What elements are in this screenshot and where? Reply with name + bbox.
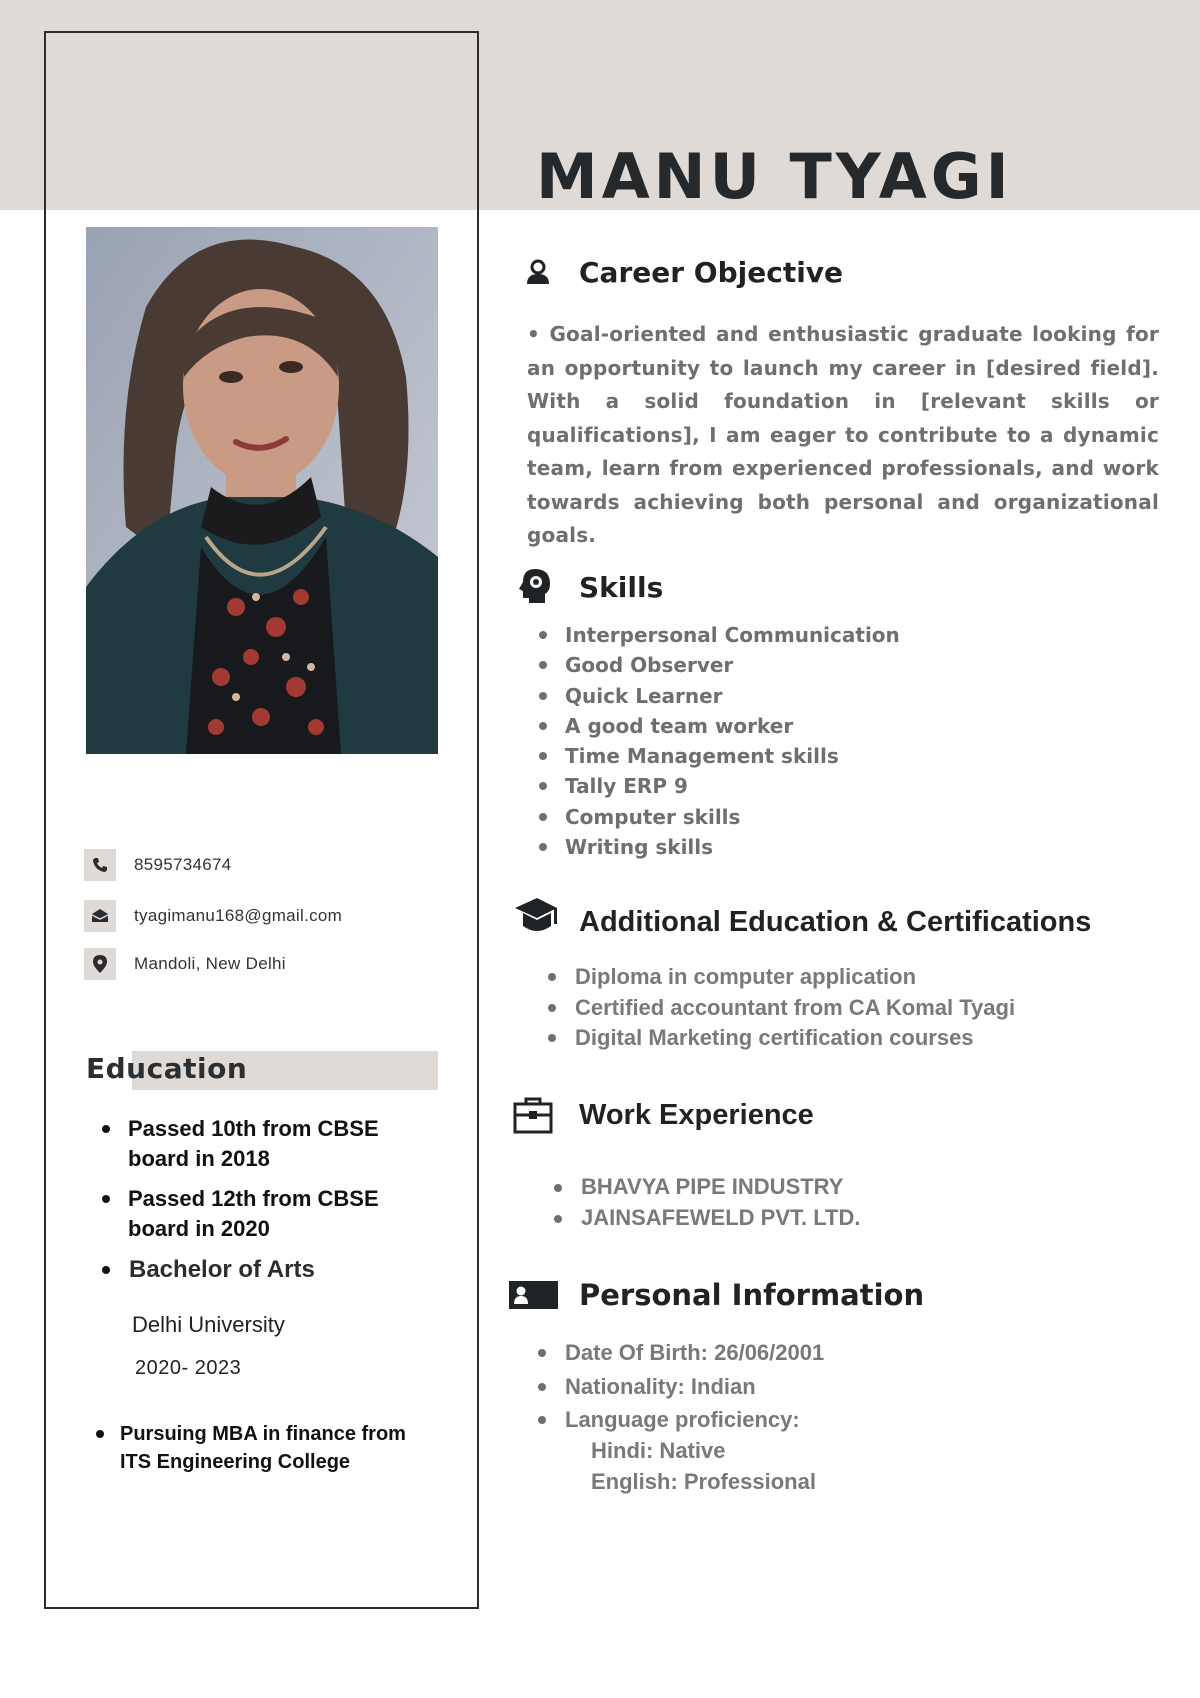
skills-title: Skills — [579, 571, 664, 604]
map-pin-icon — [84, 948, 116, 980]
briefcase-icon — [513, 1096, 553, 1138]
certifications-list — [575, 962, 1015, 1054]
education-item-line: board in 2018 — [128, 1146, 270, 1171]
personal-info-item: Language proficiency: — [565, 1403, 824, 1437]
personal-info-item: Date Of Birth: 26/06/2001 — [565, 1336, 824, 1370]
skill-item: A good team worker — [565, 711, 900, 741]
work-experience-title: Work Experience — [579, 1099, 814, 1131]
work-item: BHAVYA PIPE INDUSTRY — [581, 1172, 861, 1203]
personal-info-title: Personal Information — [579, 1278, 925, 1312]
skill-item: Time Management skills — [565, 741, 900, 771]
education-mba — [120, 1420, 406, 1476]
education-item-line: Passed 10th from CBSE — [128, 1116, 379, 1141]
skill-item: Writing skills — [565, 832, 900, 862]
profile-photo — [86, 227, 438, 754]
career-objective-text: • Goal-oriented and enthusiastic graduate looking for an opportunity to launch my career in [desired field]. With a solid foundation in [relevant skills or qualifications], I am eager to contribute to a dynamic team, learn from experienced professionals, and work towards achieving both personal and organizational goals. — [527, 322, 1159, 547]
education-item-line: Passed 12th from CBSE — [128, 1186, 379, 1211]
contact-location — [84, 948, 464, 980]
graduation-cap-icon — [513, 896, 559, 940]
education-years: 2020- 2023 — [135, 1357, 242, 1379]
education-item — [128, 1184, 379, 1244]
phone-icon — [84, 849, 116, 881]
education-item-line: board in 2020 — [128, 1216, 270, 1241]
personal-info-item: Nationality: Indian — [565, 1370, 824, 1404]
work-item: JAINSAFEWELD PVT. LTD. — [581, 1203, 861, 1234]
education-item-line: ITS Engineering College — [120, 1451, 351, 1473]
contact-email — [84, 900, 464, 932]
contact-phone — [84, 849, 464, 881]
education-degree — [129, 1255, 315, 1285]
work-experience-list — [581, 1172, 861, 1234]
language-item: English: Professional — [591, 1469, 816, 1494]
education-heading: Education — [86, 1052, 248, 1085]
skills-list — [565, 620, 900, 862]
certification-item: Digital Marketing certification courses — [575, 1023, 1015, 1054]
phone-number[interactable]: 8595734674 — [134, 855, 232, 874]
location-text: Mandoli, New Delhi — [134, 954, 286, 973]
candidate-name: MANU TYAGI — [536, 140, 1013, 213]
id-card-icon — [509, 1281, 558, 1313]
education-item-line: Pursuing MBA in finance from — [120, 1423, 406, 1445]
envelope-icon — [84, 900, 116, 932]
skill-item: Quick Learner — [565, 681, 900, 711]
head-gear-icon — [517, 567, 553, 609]
personal-info-list — [565, 1336, 824, 1437]
skill-item: Interpersonal Communication — [565, 620, 900, 650]
skill-item: Computer skills — [565, 802, 900, 832]
email-address[interactable]: tyagimanu168@gmail.com — [134, 906, 343, 925]
certification-item: Certified accountant from CA Komal Tyagi — [575, 993, 1015, 1024]
career-objective-title: Career Objective — [579, 256, 844, 289]
certifications-title: Additional Education & Certifications — [579, 906, 1092, 938]
skill-item: Tally ERP 9 — [565, 771, 900, 801]
certification-item: Diploma in computer application — [575, 962, 1015, 993]
university-name: Delhi University — [132, 1312, 285, 1337]
language-item: Hindi: Native — [591, 1438, 726, 1463]
education-item — [128, 1114, 379, 1174]
degree-title: Bachelor of Arts — [129, 1256, 315, 1283]
skill-item: Good Observer — [565, 650, 900, 680]
user-icon — [525, 259, 551, 289]
